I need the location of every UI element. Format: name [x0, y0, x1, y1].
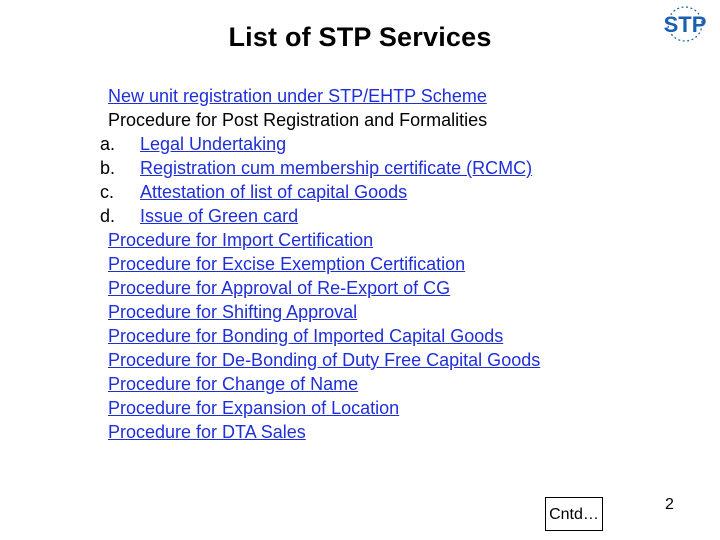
logo-text: STP [663, 12, 707, 37]
item-link[interactable]: Procedure for Bonding of Imported Capital Goods [108, 326, 504, 346]
item-link[interactable]: Procedure for Excise Exemption Certification [108, 254, 466, 274]
sub-item-letter: d. [100, 206, 116, 226]
page-number: 2 [665, 496, 674, 513]
item-link[interactable]: Procedure for Import Certification [108, 230, 374, 250]
item-link[interactable]: Procedure for Change of Name [108, 374, 359, 394]
item-link[interactable]: Attestation of list of capital Goods [140, 182, 408, 202]
item-link[interactable]: Legal Undertaking [140, 134, 287, 154]
continued-button[interactable]: Cntd… [545, 497, 603, 531]
sub-item-letter: c. [100, 182, 115, 202]
item-link[interactable]: Procedure for Approval of Re-Export of CG [108, 278, 451, 298]
stp-logo [655, 4, 715, 44]
item-link[interactable]: Procedure for De-Bonding of Duty Free Capital Goods [108, 350, 541, 370]
item-link[interactable]: Procedure for DTA Sales [108, 422, 306, 442]
item-link[interactable]: New unit registration under STP/EHTP Scheme [108, 86, 487, 106]
item-link[interactable]: Procedure for Shifting Approval [108, 302, 358, 322]
item-link[interactable]: Procedure for Expansion of Location [108, 398, 400, 418]
item-link[interactable]: Registration cum membership certificate (RCMC) [140, 158, 533, 178]
page-title: List of STP Services [228, 22, 492, 52]
item-text: Procedure for Post Registration and Formalities [108, 110, 488, 130]
sub-item-letter: a. [100, 134, 116, 154]
item-link[interactable]: Issue of Green card [140, 206, 299, 226]
sub-item-letter: b. [100, 158, 116, 178]
